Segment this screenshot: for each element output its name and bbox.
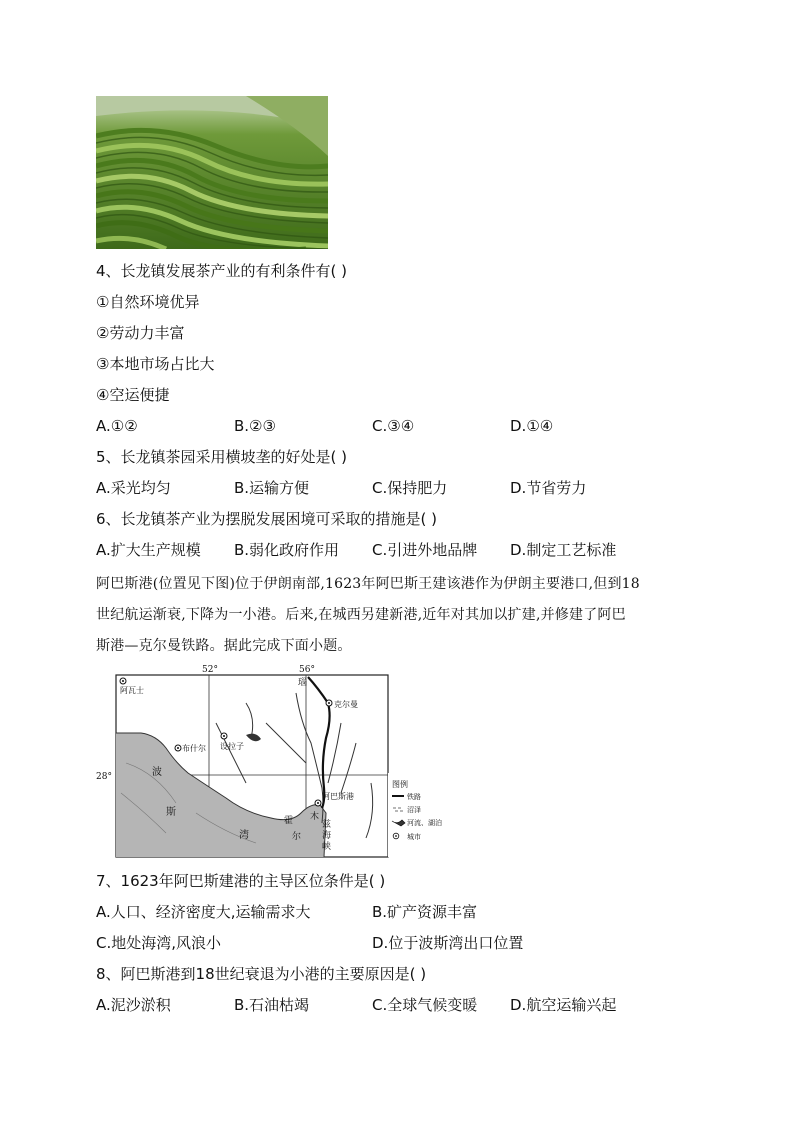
city-bandar-abbas: 阿巴斯港 (322, 792, 354, 801)
q7-option-d[interactable]: D.位于波斯湾出口位置 (372, 934, 524, 952)
q6-option-d[interactable]: D.制定工艺标准 (510, 541, 617, 559)
city-ahvaz: 阿瓦士 (120, 686, 144, 695)
q7-stem: 7、1623年阿巴斯建港的主导区位条件是( ) (96, 872, 386, 890)
label-hai: 海 (322, 831, 332, 841)
legend-railway: 铁路 (407, 793, 421, 801)
q6-option-a[interactable]: A.扩大生产规模 (96, 541, 201, 559)
q4-stem: 4、长龙镇发展茶产业的有利条件有( ) (96, 262, 348, 280)
label-bo: 波 (152, 767, 162, 778)
q5-option-b[interactable]: B.运输方便 (234, 479, 310, 497)
q5-option-a[interactable]: A.采光均匀 (96, 479, 171, 497)
label-huo: 霍 (284, 816, 294, 826)
q4-option-a[interactable]: A.①② (96, 417, 138, 435)
label-er: 尔 (292, 832, 302, 842)
passage-line-3: 斯港—克尔曼铁路。据此完成下面小题。 (96, 638, 352, 654)
city-bushehr: 布什尔 (182, 744, 206, 753)
q8-option-d[interactable]: D.航空运输兴起 (510, 996, 617, 1014)
label-xia: 峡 (322, 842, 332, 852)
label-wan: 湾 (239, 830, 249, 841)
q4-option-b[interactable]: B.②③ (234, 417, 276, 435)
q4-option-d[interactable]: D.①④ (510, 417, 554, 435)
q8-option-c[interactable]: C.全球气候变暖 (372, 996, 478, 1014)
q4-item-2: ②劳动力丰富 (96, 324, 185, 342)
q4-option-c[interactable]: C.③④ (372, 417, 415, 435)
q7-option-c[interactable]: C.地处海湾,风浪小 (96, 934, 222, 952)
q4-item-1: ①自然环境优异 (96, 293, 200, 311)
label-zi: 兹 (322, 820, 332, 830)
q4-item-3: ③本地市场占比大 (96, 355, 215, 373)
q8-stem: 8、阿巴斯港到18世纪衰退为小港的主要原因是( ) (96, 965, 427, 983)
passage-line-2: 世纪航运渐衰,下降为一小港。后来,在城西另建新港,近年对其加以扩建,并修建了阿巴 (96, 607, 626, 623)
q6-option-c[interactable]: C.引进外地品牌 (372, 541, 478, 559)
legend-river-lake: 河流、湖泊 (407, 819, 442, 827)
lon-label-52: 52° (202, 665, 218, 675)
q8-option-b[interactable]: B.石油枯竭 (234, 996, 310, 1014)
city-kerman: 克尔曼 (334, 700, 358, 709)
city-shiraz: 设拉子 (220, 742, 244, 751)
tea-terrace-photo (96, 96, 328, 249)
q8-option-a[interactable]: A.泥沙淤积 (96, 996, 171, 1014)
abbas-port-map (96, 663, 466, 860)
legend-title: 图例 (392, 780, 408, 789)
passage-line-1: 阿巴斯港(位置见下图)位于伊朗南部,1623年阿巴斯王建该港作为伊朗主要港口,但到18 (96, 576, 640, 592)
lat-label-28: 28° (96, 772, 112, 782)
q7-option-a[interactable]: A.人口、经济密度大,运输需求大 (96, 903, 311, 921)
q7-option-b[interactable]: B.矿产资源丰富 (372, 903, 478, 921)
lon-label-56: 56° (299, 665, 315, 675)
q6-option-b[interactable]: B.弱化政府作用 (234, 541, 340, 559)
q6-stem: 6、长龙镇茶产业为摆脱发展困境可采取的措施是( ) (96, 510, 438, 528)
q4-item-4: ④空运便捷 (96, 386, 170, 404)
legend-swamp: 沼泽 (407, 806, 421, 814)
legend-city: 城市 (407, 833, 421, 841)
q5-option-c[interactable]: C.保持肥力 (372, 479, 448, 497)
label-si: 斯 (166, 807, 176, 818)
label-nao: 瑙 (298, 678, 308, 688)
label-mu: 木 (310, 812, 320, 822)
q5-stem: 5、长龙镇茶园采用横坡垄的好处是( ) (96, 448, 348, 466)
q5-option-d[interactable]: D.节省劳力 (510, 479, 587, 497)
